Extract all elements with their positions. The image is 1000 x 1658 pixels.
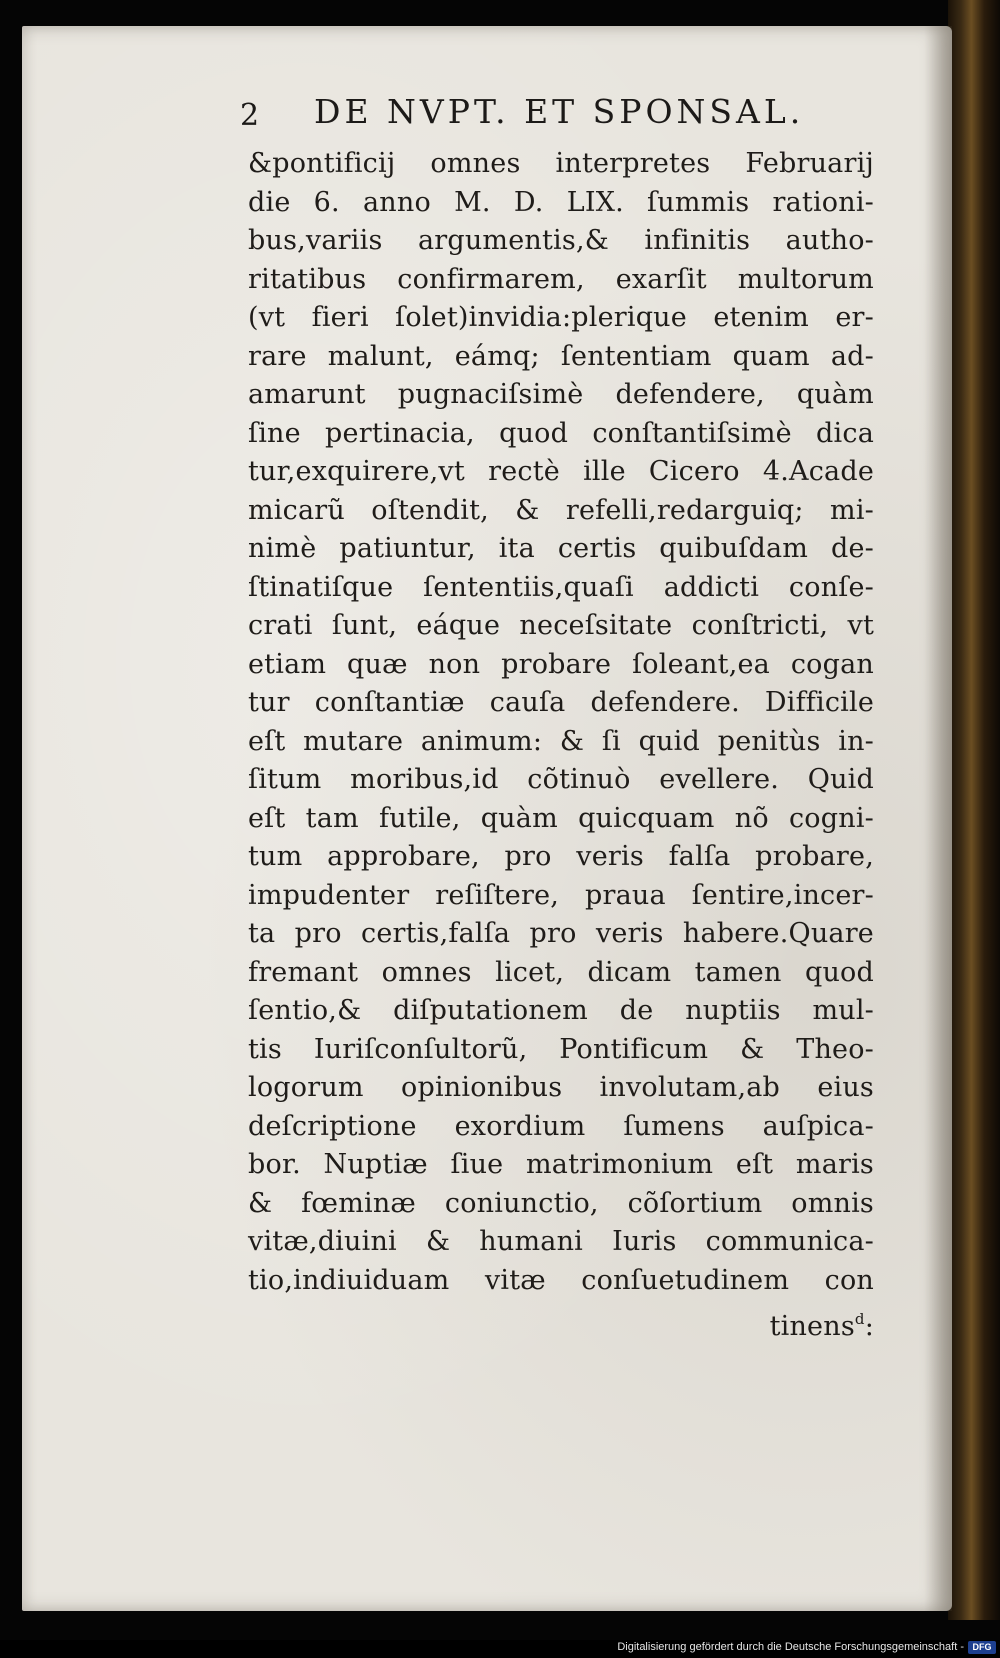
text-line: bus,variis argumentis,& infinitis autho-	[248, 225, 874, 256]
running-head: DE NVPT. ET SPONSAL.	[314, 92, 805, 131]
page-header	[240, 92, 805, 138]
catchword-line	[248, 1300, 874, 1342]
text-line: tur,exquirere,vt rectè ille Cicero 4.Acade	[248, 456, 874, 487]
text-line: (vt fieri ſolet)invidia:plerique etenim er-	[248, 302, 874, 333]
text-line: & fœminæ coniunctio, cõſortium omnis	[248, 1187, 874, 1219]
dfg-logo: DFG	[968, 1641, 996, 1654]
text-line: impudenter reſiſtere, praua ſentire,incer-	[248, 879, 874, 911]
text-line: die 6. anno M. D. LIX. ſummis rationi-	[248, 186, 874, 218]
body-text	[248, 145, 874, 1342]
text-line: ſine pertinacia, quod conſtantiſsimè dica	[248, 417, 874, 449]
text-line: logorum opinionibus involutam,ab eius	[248, 1072, 874, 1103]
text-line: ſitum moribus,id cõtinuò evellere. Quid	[248, 764, 874, 795]
catchword: tinens	[769, 1311, 855, 1342]
text-line: tis Iuriſconſultorũ, Pontificum & Theo-	[248, 1033, 874, 1065]
text-line: &pontificij omnes interpretes Februarij	[248, 148, 874, 179]
text-line: ſentio,& diſputationem de nuptiis mul-	[248, 995, 874, 1026]
text-line: deſcriptione exordium ſumens auſpica-	[248, 1110, 874, 1142]
text-line: tur conſtantiæ cauſa defendere. Difficile	[248, 687, 874, 718]
note-marker: d	[854, 1310, 865, 1328]
text-line: ta pro certis,falſa pro veris habere.Quare	[248, 918, 874, 949]
text-line: rare malunt, eámq; ſententiam quam ad-	[248, 340, 874, 372]
text-line: crati ſunt, eáque neceſsitate conſtricti, vt	[248, 610, 874, 641]
digitization-credit: Digitalisierung gefördert durch die Deutsche Forschungsgemeinschaft -	[617, 1641, 964, 1653]
page-number: 2	[240, 98, 261, 133]
text-line: bor. Nuptiæ ſiue matrimonium eſt maris	[248, 1149, 874, 1180]
book-spine-edge	[948, 0, 1000, 1620]
text-line: etiam quæ non probare ſoleant,ea cogan	[248, 648, 874, 680]
text-line: nimè patiuntur, ita certis quibuſdam de-	[248, 533, 874, 564]
text-line: ritatibus confirmarem, exarſit multorum	[248, 263, 874, 295]
text-line: micarũ oſtendit, & refelli,redarguiq; mi-	[248, 494, 874, 526]
text-line: vitæ,diuini & humani Iuris communica-	[248, 1226, 874, 1257]
page-gutter-shadow	[924, 26, 952, 1611]
text-line: ſtinatiſque ſententiis,quaſi addicti conſe-	[248, 571, 874, 603]
catchword-punctuation: :	[864, 1311, 874, 1342]
text-line: amarunt pugnaciſsimè defendere, quàm	[248, 379, 874, 410]
text-line: tio,indiuiduam vitæ conſuetudinem con	[248, 1264, 874, 1296]
text-line: eſt tam futile, quàm quicquam nõ cogni-	[248, 802, 874, 834]
text-line: fremant omnes licet, dicam tamen quod	[248, 956, 874, 988]
text-line: tum approbare, pro veris falſa probare,	[248, 841, 874, 872]
text-line: eſt mutare animum: & ſi quid penitùs in-	[248, 725, 874, 757]
